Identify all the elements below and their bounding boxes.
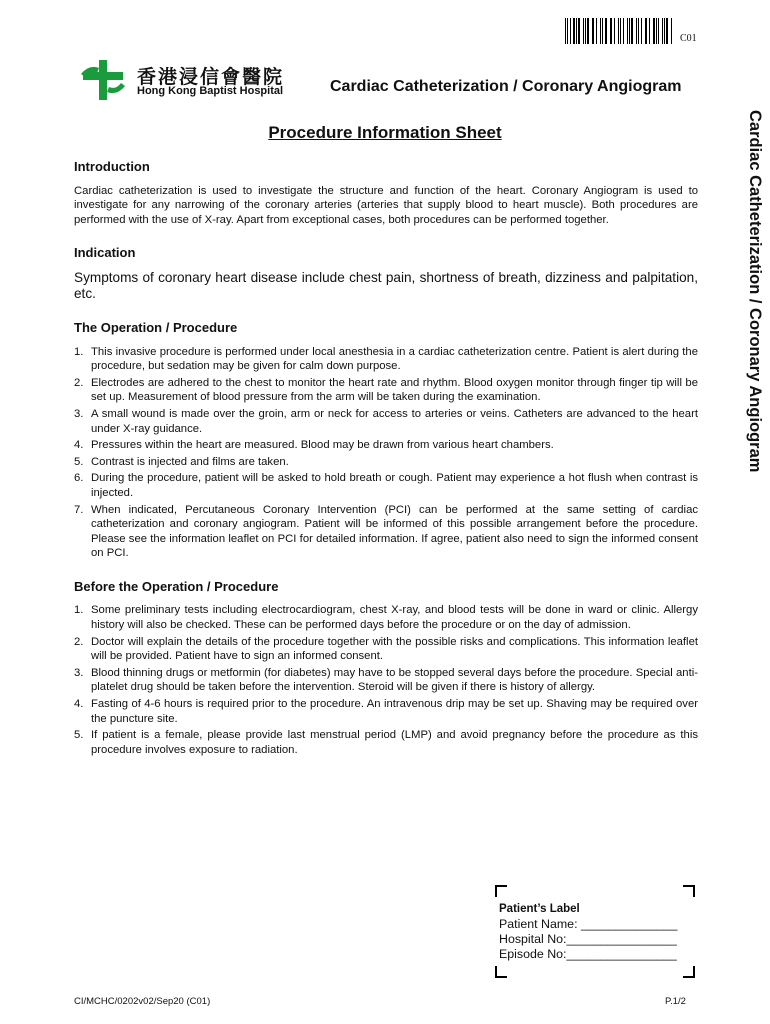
corner-mark <box>683 966 695 978</box>
document-title: Procedure Information Sheet <box>268 123 502 142</box>
barcode-bar <box>618 18 620 44</box>
barcode-bar <box>671 18 672 44</box>
barcode-code: C01 <box>680 33 697 44</box>
barcode-bar <box>631 18 633 44</box>
barcode <box>565 18 673 44</box>
barcode-bar <box>573 18 575 44</box>
barcode-bar <box>662 18 663 44</box>
before-section <box>74 580 698 758</box>
indication-section <box>74 246 698 302</box>
patient-name-field: Patient Name: ______________ <box>499 917 678 931</box>
indication-heading: Indication <box>74 245 136 261</box>
introduction-text: Cardiac catheterization is used to investigate the structure and function of the heart. Coronary Angiogram is used to investigate for any narrowing of the coronary arteries (arteries that supply blood to heart muscle). Both procedures are performed with the use of X-ray. Apart from exceptional cases, both procedures can be performed together. <box>74 184 698 226</box>
barcode-bar <box>646 18 647 44</box>
barcode-bar <box>593 18 594 44</box>
barcode-bar <box>653 18 655 44</box>
header-title: Cardiac Catheterization / Coronary Angiogram <box>330 78 682 95</box>
patient-label-title: Patient’s Label <box>499 903 580 915</box>
before-list <box>74 603 698 757</box>
list-item: 1. This invasive procedure is performed under local anesthesia in a cardiac catheterization centre. Patient is alert during the procedure, but sedation may be given for calm down purpose. <box>74 345 698 373</box>
barcode-bar <box>596 18 597 44</box>
corner-mark <box>495 966 507 978</box>
barcode-bar <box>623 18 624 44</box>
barcode-bar <box>587 18 589 44</box>
list-item: 4. Pressures within the heart are measured. Blood may be drawn from various heart chambers. <box>74 439 554 452</box>
list-item: 5. If patient is a female, please provide last menstrual period (LMP) and avoid pregnancy before the procedure as this procedure involves exposure to radiation. <box>74 729 698 756</box>
barcode-bar <box>592 18 593 44</box>
barcode-bar <box>578 18 579 44</box>
barcode-bar <box>636 18 637 44</box>
barcode-bar <box>567 18 568 44</box>
barcode-bar <box>576 18 577 44</box>
indication-text: Symptoms of coronary heart disease include chest pain, shortness of breath, dizziness and palpitation, etc. <box>74 269 698 301</box>
barcode-bar <box>600 18 601 44</box>
operation-section <box>74 321 698 561</box>
list-item: 7. When indicated, Percutaneous Coronary Intervention (PCI) can be performed at the same setting of cardiac catheterization and coronary angiogram. Patient will be informed of this possible arrangement before the procedure. Please see the information leaflet on PCI for detailed information. If agree, patient also need to sign the informed consent on PCI. <box>74 503 698 560</box>
barcode-bar <box>666 18 668 44</box>
hospital-name-en: Hong Kong Baptist Hospital <box>137 85 284 97</box>
list-item: 1. Some preliminary tests including electrocardiogram, chest X-ray, and blood tests will be done in ward or clinic. Allergy history will also be checked. These can be performed days before the procedure or on the day of admission. <box>74 604 698 632</box>
episode-no-field: Episode No:________________ <box>499 947 677 961</box>
barcode-bar <box>664 18 665 44</box>
barcode-bar <box>645 18 646 44</box>
corner-mark <box>495 885 507 897</box>
list-item: 2. Electrodes are adhered to the chest to monitor the heart rate and rhythm. Blood oxygen monitor through finger tip will be set up. Measurement of blood pressure from the arm will be taken during the examination. <box>74 376 698 404</box>
barcode-bar <box>649 18 650 44</box>
barcode-bar <box>614 18 615 44</box>
barcode-bar <box>610 18 611 44</box>
barcode-bar <box>658 18 659 44</box>
patient-label-box <box>495 885 695 978</box>
barcode-bar <box>627 18 628 44</box>
before-heading: Before the Operation / Procedure <box>74 578 279 594</box>
list-item: 3. Blood thinning drugs or metformin (for diabetes) may have to be stopped several days before the procedure. Special anti-platelet drug should be taken before the intervention. Steroid will be given if there is history of allergy. <box>74 666 698 694</box>
operation-heading: The Operation / Procedure <box>74 319 238 335</box>
page-number: P.1/2 <box>665 996 686 1007</box>
introduction-section <box>74 160 698 227</box>
barcode-bar <box>656 18 657 44</box>
operation-list <box>74 345 698 561</box>
list-item: 5. Contrast is injected and films are taken. <box>74 455 289 468</box>
barcode-bar <box>611 18 612 44</box>
barcode-bar <box>620 18 621 44</box>
barcode-bar <box>602 18 604 44</box>
list-item: 4. Fasting of 4-6 hours is required prior to the procedure. An intravenous drip may be set up. Shaving may be required over the puncture site. <box>74 698 698 725</box>
barcode-bar <box>565 18 566 44</box>
corner-mark <box>683 885 695 897</box>
hospital-name-cn: 香港浸信會醫院 <box>137 66 285 88</box>
side-title: Cardiac Catheterization / Coronary Angiogram <box>746 110 764 473</box>
barcode-bar <box>605 18 606 44</box>
hospital-no-field: Hospital No:________________ <box>499 932 677 946</box>
document-body <box>74 160 698 776</box>
patient-label-text <box>499 902 677 962</box>
list-item: 3. A small wound is made over the groin, arm or neck for access to arteries or veins. Catheters are advanced to the heart under X-ray guidance. <box>74 407 698 435</box>
barcode-bar <box>585 18 586 44</box>
list-item: 6. During the procedure, patient will be asked to hold breath or cough. Patient may experience a hot flush when contrast is injected. <box>74 472 698 499</box>
barcode-bar <box>641 18 642 44</box>
footer-code: CI/MCHC/0202v02/Sep20 (C01) <box>74 996 211 1007</box>
list-item: 2. Doctor will explain the details of the procedure together with the possible risks and complications. This information leaflet will be provided. Patient have to sign an informed consent. <box>74 635 698 663</box>
introduction-heading: Introduction <box>74 159 150 174</box>
barcode-bar <box>629 18 630 44</box>
barcode-bar <box>638 18 639 44</box>
barcode-bar <box>570 18 571 44</box>
hospital-logo-icon <box>77 56 129 104</box>
barcode-bar <box>583 18 584 44</box>
